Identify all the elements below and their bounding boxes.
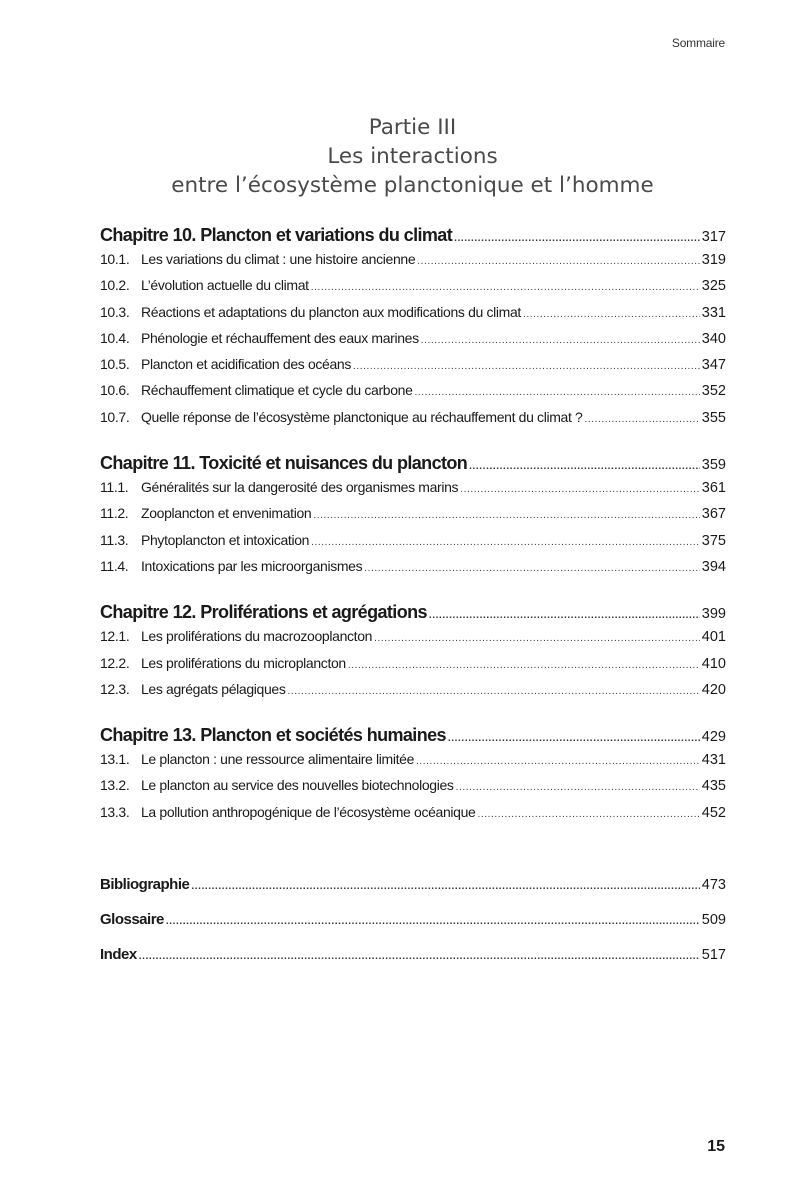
dot-leader bbox=[353, 361, 700, 372]
section-number: 12.3. bbox=[100, 680, 130, 697]
dot-leader bbox=[374, 633, 700, 644]
section-number: 10.2. bbox=[100, 277, 130, 294]
dot-leader bbox=[448, 733, 700, 744]
section-title: Plancton et acidification des océans bbox=[141, 356, 351, 373]
toc-section-11-1[interactable] bbox=[100, 479, 726, 505]
backmatter-title: Glossaire bbox=[100, 911, 164, 929]
toc-section-11-3[interactable] bbox=[100, 532, 726, 558]
backmatter-title: Bibliographie bbox=[100, 876, 190, 894]
toc-chapter-13[interactable] bbox=[100, 725, 726, 751]
chapter-title: Chapitre 11. Toxicité et nuisances du plancton bbox=[100, 453, 468, 474]
section-number: 13.2. bbox=[100, 777, 130, 794]
toc-section-13-1[interactable] bbox=[100, 751, 726, 777]
page-number: 359 bbox=[701, 457, 726, 474]
page-number: 401 bbox=[701, 629, 726, 646]
section-title: Les proliférations du macrozooplancton bbox=[141, 628, 373, 645]
section-title: Les proliférations du microplancton bbox=[141, 654, 346, 671]
chapter-title: Chapitre 13. Plancton et sociétés humaines bbox=[100, 725, 446, 746]
toc-section-11-2[interactable] bbox=[100, 505, 726, 531]
toc-section-11-4[interactable] bbox=[100, 558, 726, 584]
toc-section-13-2[interactable] bbox=[100, 777, 726, 803]
section-title: L’évolution actuelle du climat bbox=[141, 277, 309, 294]
section-title: Zooplancton et envenimation bbox=[141, 505, 312, 522]
page-number: 394 bbox=[701, 558, 726, 575]
toc-section-10-6[interactable] bbox=[100, 382, 726, 408]
section-number: 13.1. bbox=[100, 751, 130, 768]
page-number: 367 bbox=[701, 506, 726, 523]
section-number: 10.6. bbox=[100, 382, 130, 399]
chapter-title: Chapitre 12. Proliférations et agrégations bbox=[100, 602, 427, 623]
section-title: Phénologie et réchauffement des eaux marines bbox=[141, 329, 419, 346]
dot-leader bbox=[311, 282, 700, 293]
dot-leader bbox=[417, 256, 700, 267]
section-title: Intoxications par les microorganismes bbox=[141, 557, 363, 574]
section-title: Réchauffement climatique et cycle du carbone bbox=[141, 382, 413, 399]
page-number: 347 bbox=[701, 357, 726, 374]
part-number: Partie III bbox=[368, 115, 457, 140]
toc-section-12-1[interactable] bbox=[100, 628, 726, 654]
page-number: 340 bbox=[701, 330, 726, 347]
page-number: 410 bbox=[701, 655, 726, 672]
section-title: La pollution anthropogénique de l’écosystème océanique bbox=[141, 803, 476, 820]
section-title: Réactions et adaptations du plancton aux modifications du climat bbox=[141, 303, 521, 320]
part-heading-line-1: Les interactions bbox=[327, 144, 498, 169]
toc-section-10-5[interactable] bbox=[100, 356, 726, 382]
toc-section-10-3[interactable] bbox=[100, 304, 726, 330]
dot-leader bbox=[313, 510, 699, 521]
dot-leader bbox=[585, 414, 700, 425]
toc-bibliographie[interactable] bbox=[100, 876, 726, 911]
dot-leader bbox=[139, 951, 700, 962]
dot-leader bbox=[191, 881, 699, 892]
page-number: 473 bbox=[701, 877, 726, 894]
dot-leader bbox=[523, 309, 700, 320]
page-number: 331 bbox=[701, 304, 726, 321]
page-number: 317 bbox=[701, 229, 726, 245]
dot-leader bbox=[429, 610, 700, 621]
backmatter-title: Index bbox=[100, 946, 137, 964]
dot-leader bbox=[348, 660, 700, 671]
section-number: 12.1. bbox=[100, 628, 130, 645]
page-number: 319 bbox=[701, 252, 726, 268]
dot-leader bbox=[477, 809, 699, 820]
chapter-title: Chapitre 10. Plancton et variations du climat bbox=[100, 225, 453, 245]
page-number: 431 bbox=[701, 752, 726, 769]
section-title: Phytoplancton et intoxication bbox=[141, 531, 310, 548]
section-title: Généralités sur la dangerosité des organismes marins bbox=[141, 479, 459, 496]
page-number: 355 bbox=[701, 409, 726, 426]
toc-index[interactable] bbox=[100, 946, 726, 981]
page-folio: 15 bbox=[707, 1138, 725, 1155]
toc-chapter-12[interactable] bbox=[100, 602, 726, 628]
dot-leader bbox=[454, 233, 700, 244]
dot-leader bbox=[416, 756, 700, 767]
section-number: 11.3. bbox=[100, 531, 129, 548]
page-number: 361 bbox=[701, 480, 726, 497]
page-number: 375 bbox=[701, 532, 726, 549]
table-of-contents bbox=[100, 225, 726, 981]
section-number: 10.7. bbox=[100, 408, 130, 425]
section-number: 10.5. bbox=[100, 356, 130, 373]
page-number: 435 bbox=[701, 778, 726, 795]
dot-leader bbox=[456, 782, 700, 793]
dot-leader bbox=[421, 335, 700, 346]
toc-section-10-2[interactable] bbox=[100, 277, 726, 303]
section-number: 11.1. bbox=[100, 479, 129, 496]
dot-leader bbox=[469, 461, 700, 472]
toc-section-10-1[interactable] bbox=[100, 251, 726, 277]
toc-chapter-10[interactable] bbox=[100, 225, 726, 251]
page-number: 517 bbox=[701, 947, 726, 964]
page-number: 420 bbox=[701, 681, 726, 698]
toc-section-12-3[interactable] bbox=[100, 681, 726, 707]
section-number: 10.3. bbox=[100, 303, 130, 320]
page-number: 429 bbox=[701, 729, 726, 746]
toc-section-13-3[interactable] bbox=[100, 804, 726, 830]
section-title: Le plancton au service des nouvelles biotechnologies bbox=[141, 777, 454, 794]
section-number: 10.4. bbox=[100, 329, 130, 346]
part-title bbox=[100, 113, 725, 200]
part-heading-line-2: entre l’écosystème planctonique et l’homme bbox=[171, 173, 654, 198]
toc-section-12-2[interactable] bbox=[100, 655, 726, 681]
page-number: 452 bbox=[701, 804, 726, 821]
dot-leader bbox=[415, 387, 700, 398]
toc-glossaire[interactable] bbox=[100, 911, 726, 946]
toc-chapter-11[interactable] bbox=[100, 453, 726, 479]
toc-section-10-7[interactable] bbox=[100, 409, 726, 435]
page-number: 399 bbox=[701, 606, 726, 623]
dot-leader bbox=[166, 916, 700, 927]
page-number: 509 bbox=[701, 912, 726, 929]
section-number: 10.1. bbox=[100, 251, 130, 267]
section-number: 12.2. bbox=[100, 654, 130, 671]
section-title: Quelle réponse de l’écosystème planctonique au réchauffement du climat ? bbox=[141, 408, 583, 425]
dot-leader bbox=[364, 563, 700, 574]
section-number: 11.4. bbox=[100, 557, 129, 574]
dot-leader bbox=[288, 686, 700, 697]
running-head: Sommaire bbox=[671, 36, 725, 50]
section-title: Les agrégats pélagiques bbox=[141, 680, 286, 697]
section-number: 13.3. bbox=[100, 803, 130, 820]
toc-section-10-4[interactable] bbox=[100, 330, 726, 356]
page-number: 352 bbox=[701, 383, 726, 400]
dot-leader bbox=[460, 484, 700, 495]
section-title: Les variations du climat : une histoire ancienne bbox=[141, 251, 416, 267]
section-number: 11.2. bbox=[100, 505, 129, 522]
section-title: Le plancton : une ressource alimentaire limitée bbox=[141, 751, 415, 768]
dot-leader bbox=[311, 537, 700, 548]
page-number: 325 bbox=[701, 278, 726, 295]
